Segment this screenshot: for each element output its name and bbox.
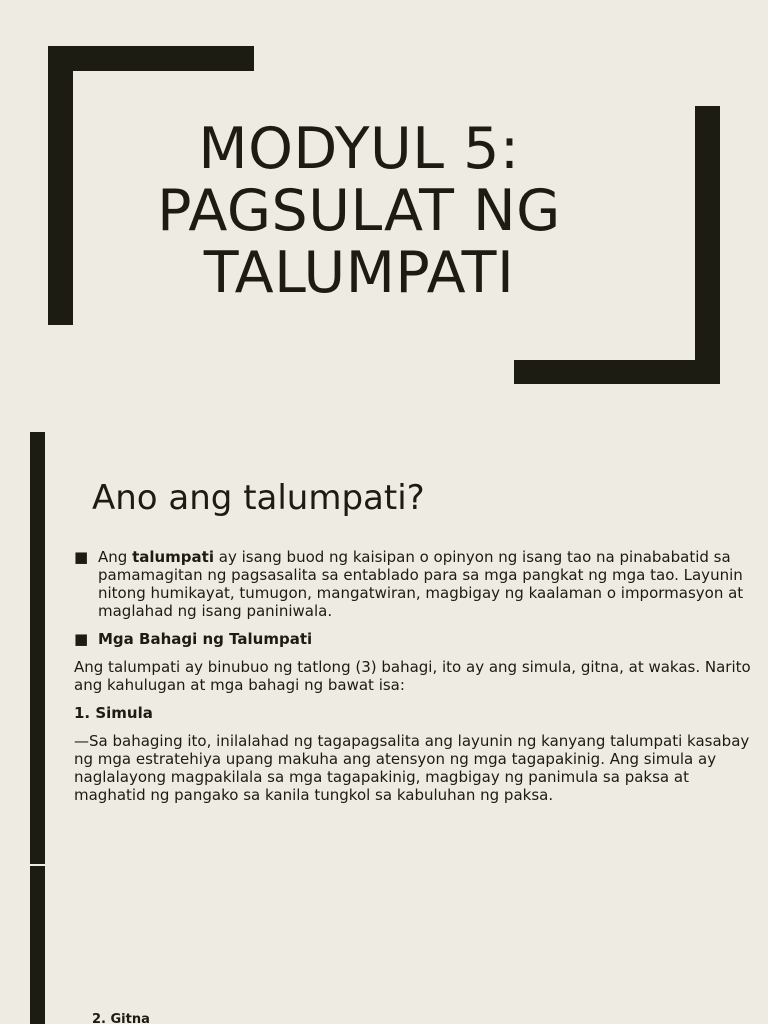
title-line-1: MODYUL 5: [198, 116, 520, 182]
corner-bracket-bottom-right-vertical [695, 106, 720, 384]
slide-title [100, 118, 618, 304]
bullet-rest: ay isang buod ng kaisipan o opinyon ng isang tao na pinababatid sa pamamagitan ng pagsasalita sa entablado para sa mga pangkat ng mga tao. Layunin nitong humikayat, tumugon, mangatwiran, magbigay ng kaalaman o impormasyon at maglahad ng isang paniniwala. [98, 548, 744, 620]
title-line-2: PAGSULAT NG [157, 178, 561, 244]
bullet-bold-term: talumpati [132, 548, 214, 566]
part1-title: 1. Simula [74, 704, 153, 722]
left-accent-bar-next-slide [30, 866, 45, 1024]
corner-bracket-top-left-horizontal [48, 46, 254, 71]
bullet-definition [74, 548, 754, 620]
square-bullet-icon: ■ [74, 548, 89, 566]
content-slide [0, 432, 768, 1024]
corner-bracket-bottom-right-horizontal [514, 360, 720, 384]
bullet-parts-label: Mga Bahagi ng Talumpati [98, 630, 313, 648]
bullet-parts-heading [74, 630, 754, 648]
square-bullet-icon: ■ [74, 630, 89, 648]
title-slide [0, 0, 768, 432]
slide-heading: Ano ang talumpati? [92, 478, 425, 518]
title-line-3: TALUMPATI [203, 240, 515, 306]
left-accent-bar [30, 432, 45, 864]
part1-body: —Sa bahaging ito, inilalahad ng tagapagsalita ang layunin ng kanyang talumpati kasabay ng mga estratehiya upang makuha ang atensyon ng mga tagapakinig. Ang simula ay naglalayong magpakilala sa mga tagapakinig, magbigay ng panimula sa paksa at maghatid ng pangako sa kanila tungkol sa kabuluhan ng paksa. [74, 732, 750, 804]
slide-body [74, 548, 754, 814]
part2-title: 2. Gitna [92, 1012, 150, 1024]
bullet-prefix: Ang [98, 548, 133, 566]
corner-bracket-top-left-vertical [48, 46, 73, 325]
intro-paragraph: Ang talumpati ay binubuo ng tatlong (3) bahagi, ito ay ang simula, gitna, at wakas. Narito ang kahulugan at mga bahagi ng bawat isa: [74, 658, 751, 694]
